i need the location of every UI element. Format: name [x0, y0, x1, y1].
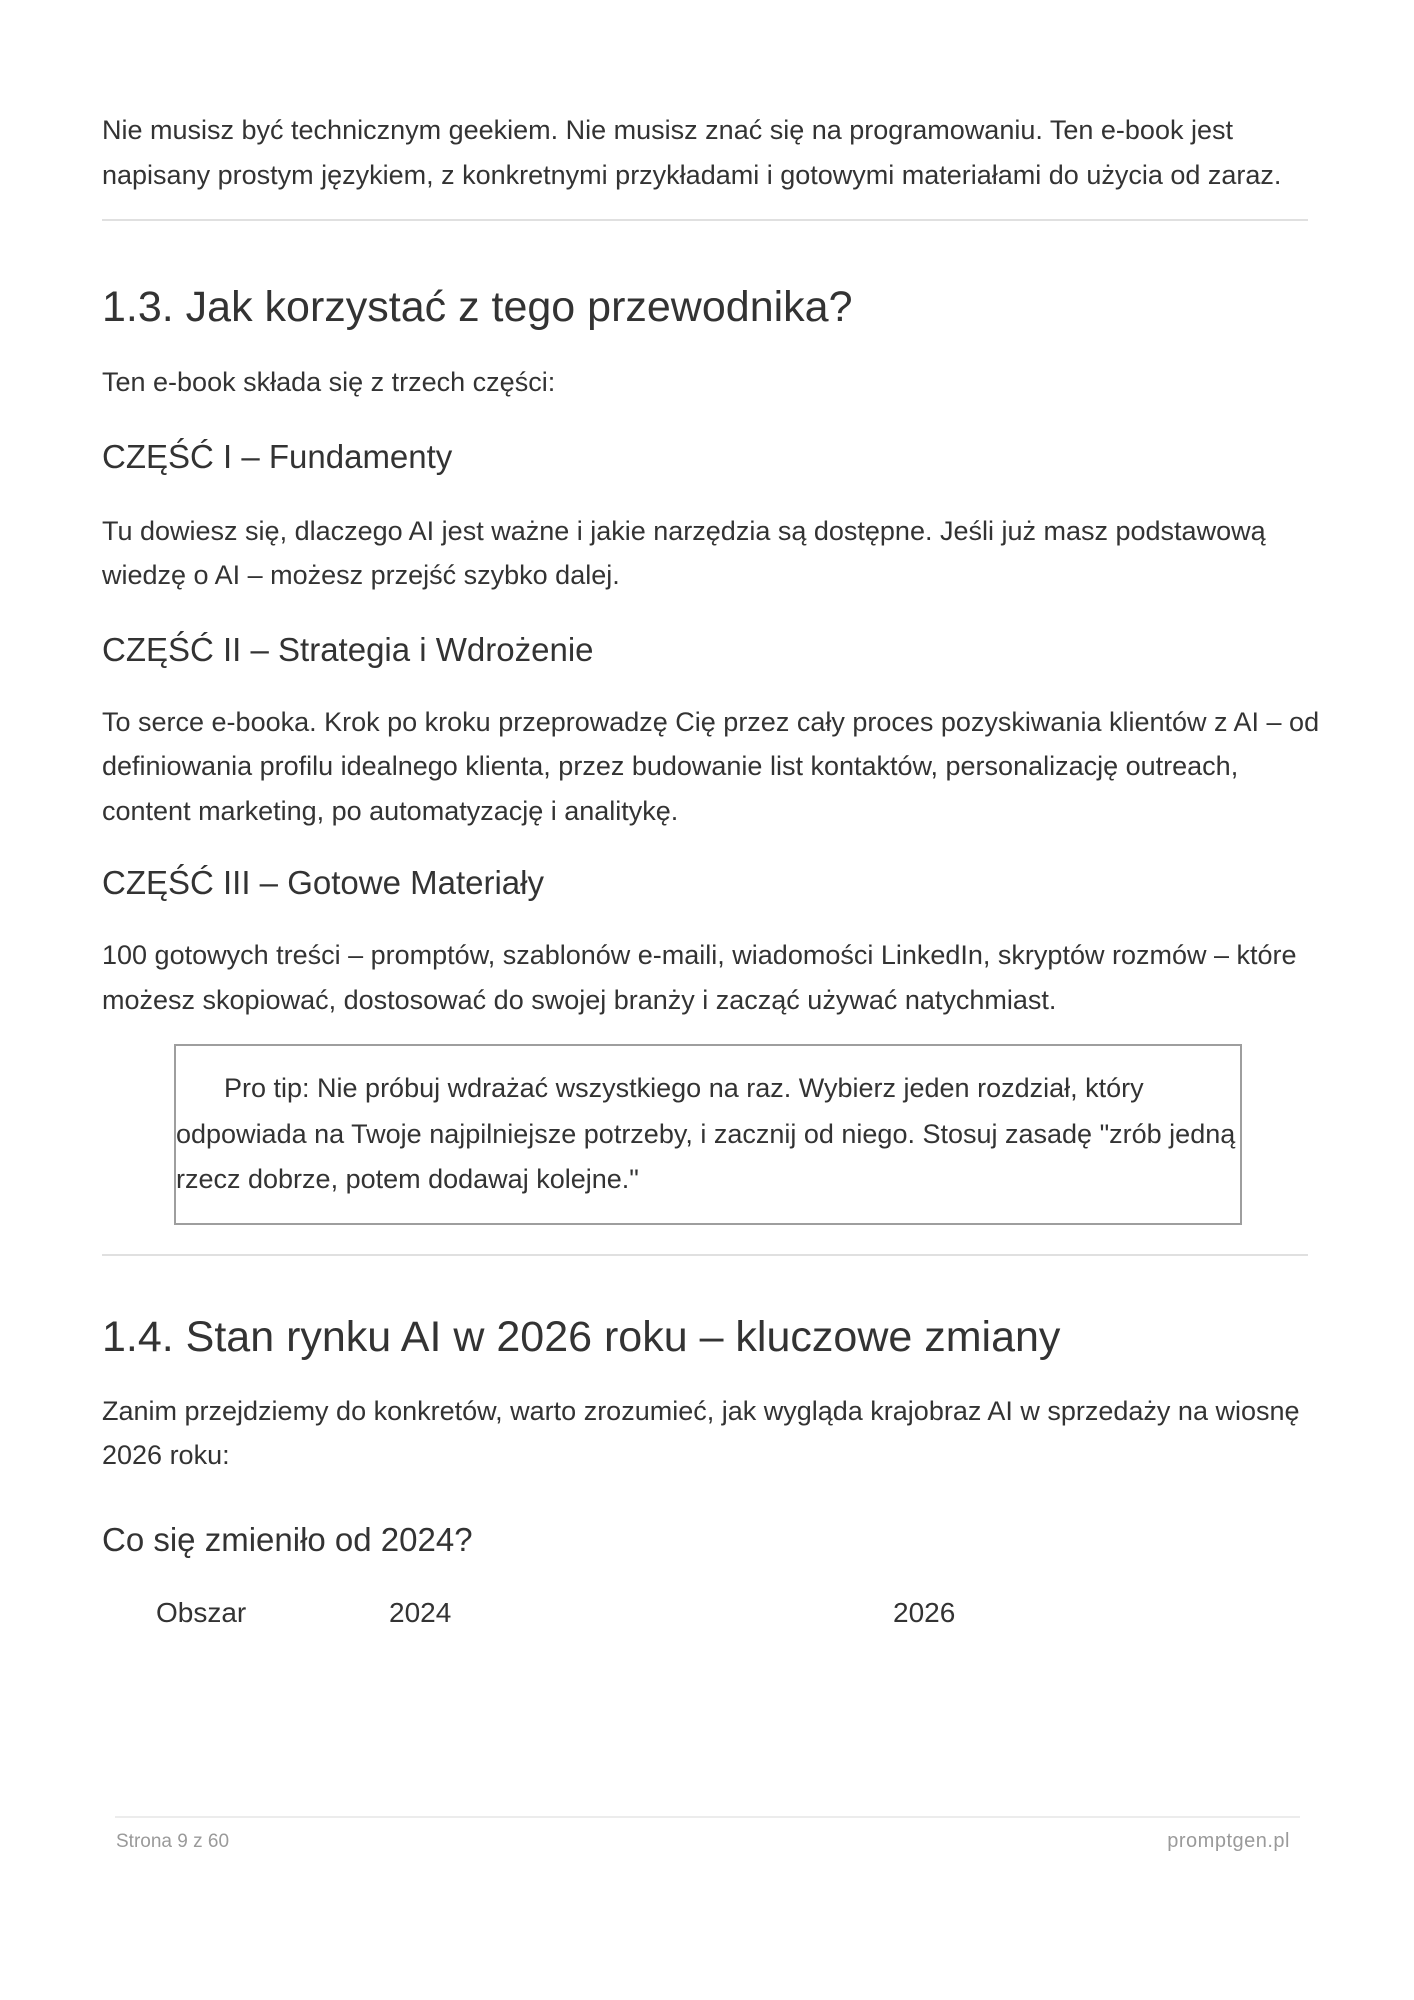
part-description: 100 gotowych treści – promptów, szablonów e-maili, wiadomości LinkedIn, skryptów rozmów – które możesz skopiować, dostosować do swojej branży i zacząć używać natychmiast.	[102, 940, 1297, 1015]
table-header-cell: 2026	[893, 1596, 956, 1628]
page-content	[102, 108, 1332, 1630]
pro-tip-text: Pro tip: Nie próbuj wdrażać wszystkiego na raz. Wybierz jeden rozdział, który odpowiada na Twoje najpilniejsze potrzeby, i zacznij od niego. Stosuj zasadę "zrób jedną rzecz dobrze, potem dodawaj kolejne."	[176, 1073, 1236, 1194]
part-title: CZĘŚĆ I – Fundamenty	[102, 437, 453, 475]
table-header-cell: Obszar	[156, 1596, 247, 1628]
footer-divider	[115, 1816, 1300, 1818]
pro-tip-box	[174, 1044, 1242, 1225]
part-title: CZĘŚĆ III – Gotowe Materiały	[102, 864, 544, 901]
subsection-heading: Co się zmieniło od 2024?	[102, 1520, 473, 1558]
section-heading: 1.4. Stan rynku AI w 2026 roku – kluczowe zmiany	[102, 1312, 1061, 1361]
section-heading: 1.3. Jak korzystać z tego przewodnika?	[102, 283, 853, 331]
part-title: CZĘŚĆ II – Strategia i Wdrożenie	[102, 630, 594, 668]
section-lead: Ten e-book składa się z trzech części:	[102, 367, 556, 397]
part-description: Tu dowiesz się, dlaczego AI jest ważne i jakie narzędzia są dostępne. Jeśli już masz podstawową wiedzę o AI – możesz przejść szybko dalej.	[102, 515, 1266, 590]
page-number: Strona 9 z 60	[116, 1831, 230, 1852]
intro-paragraph: Nie musisz być technicznym geekiem. Nie musisz znać się na programowaniu. Ten e-book jest napisany prostym językiem, z konkretnymi przykładami i gotowymi materiałami do użycia od zaraz.	[102, 115, 1282, 190]
table-header-row	[156, 1596, 1013, 1630]
part-description: To serce e-booka. Krok po kroku przeprowadzę Cię przez cały proces pozyskiwania klientów z AI – od definiowania profilu idealnego klienta, przez budowanie list kontaktów, personalizację outreach, content marketing, po automatyzację i analitykę.	[102, 706, 1320, 826]
table-header-cell: 2024	[389, 1596, 452, 1628]
comparison-table	[156, 1596, 1013, 1630]
section-lead: Zanim przejdziemy do konkretów, warto zrozumieć, jak wygląda krajobraz AI w sprzedaży na wiosnę 2026 roku:	[102, 1395, 1300, 1470]
site-name: promptgen.pl	[1167, 1830, 1290, 1852]
